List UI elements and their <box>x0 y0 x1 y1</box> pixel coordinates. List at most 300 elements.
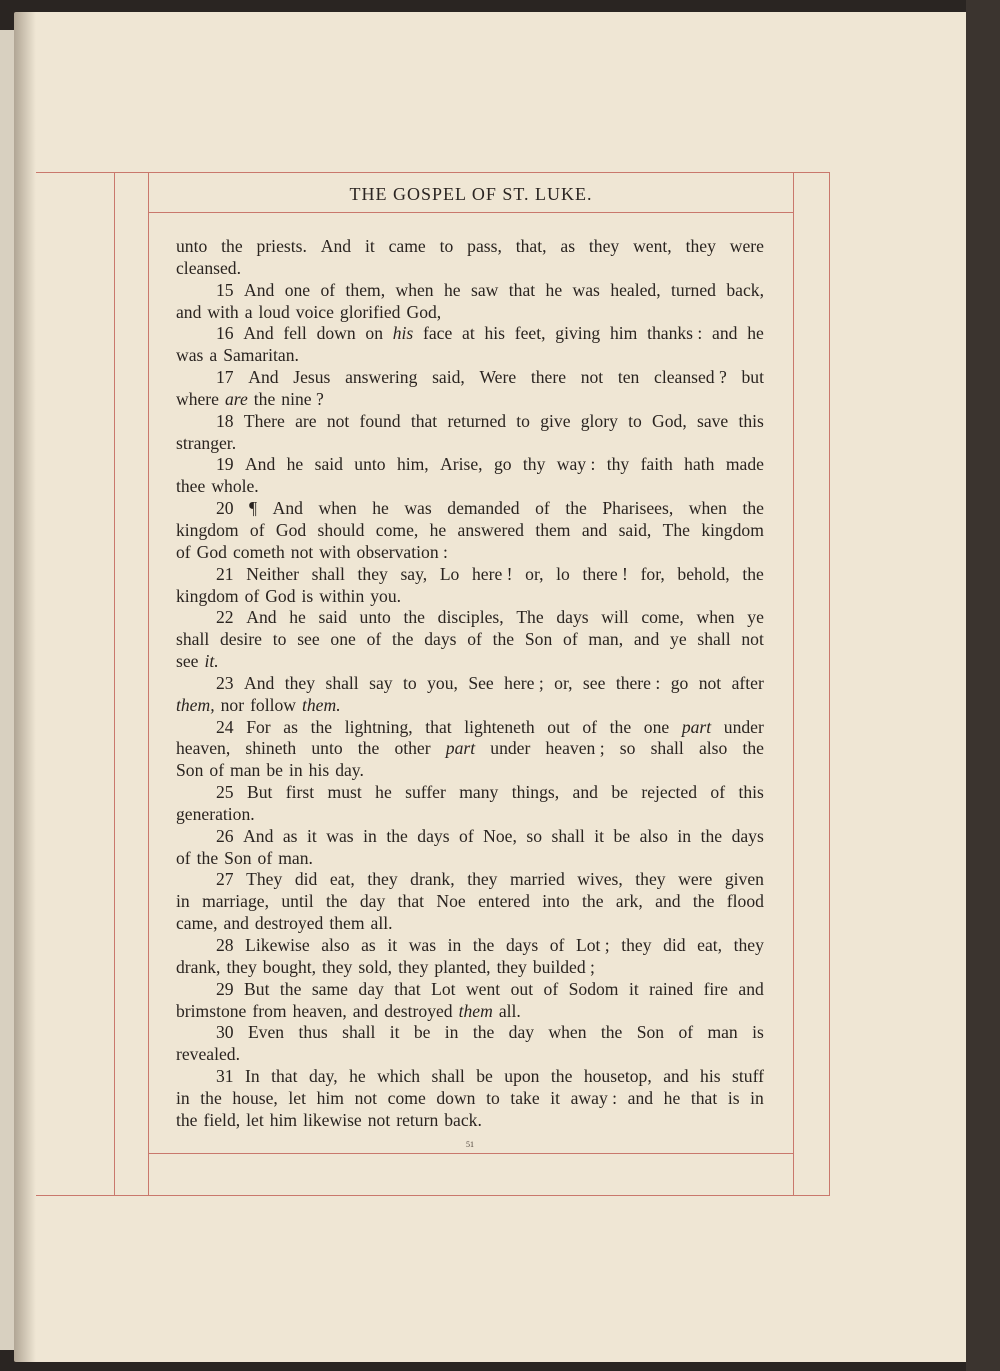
word: all. <box>370 913 393 934</box>
header-rule <box>148 212 794 213</box>
word: Son <box>636 1022 665 1043</box>
word: of <box>257 847 273 868</box>
word: thus <box>298 1022 328 1043</box>
word: shall <box>650 738 684 759</box>
word: should <box>317 519 365 540</box>
word: the <box>357 738 380 759</box>
word: man. <box>278 847 313 868</box>
word: they <box>588 236 620 256</box>
word: of <box>549 935 565 955</box>
word: of <box>249 519 265 540</box>
word: the <box>391 629 414 650</box>
word: 15 <box>216 279 234 300</box>
word: But <box>246 782 273 803</box>
word: not <box>290 541 314 562</box>
word: and <box>352 1000 379 1021</box>
word: not <box>698 672 722 693</box>
word: Likewise <box>245 935 310 955</box>
italic-word: are <box>224 388 248 409</box>
word: Noe, <box>483 825 517 846</box>
word: are <box>295 410 317 431</box>
word: they <box>367 869 398 890</box>
word: upon <box>504 1066 540 1087</box>
word: which <box>377 1066 421 1087</box>
word: healed, <box>610 279 661 300</box>
outer-rule-bottom <box>36 1195 830 1196</box>
word: and <box>176 301 202 322</box>
word: said <box>314 454 343 475</box>
word: Lo <box>439 563 460 584</box>
word: married <box>510 869 565 890</box>
word: saw <box>471 279 499 300</box>
word: 24 <box>216 716 234 737</box>
word: sold, <box>358 956 393 977</box>
word: And <box>243 323 274 344</box>
word: lighteneth <box>464 716 535 737</box>
word: or, <box>525 563 544 584</box>
word: he <box>429 519 447 540</box>
word: the <box>472 935 495 955</box>
text-line <box>176 738 764 760</box>
word: take <box>510 1087 540 1108</box>
word: cometh <box>232 541 285 562</box>
word: cleansed ? <box>654 367 727 388</box>
word: when <box>318 498 357 519</box>
word: 20 <box>216 498 234 519</box>
word: they <box>284 672 316 693</box>
word: were <box>729 236 764 256</box>
word: of <box>366 629 382 650</box>
word: 17 <box>216 367 234 388</box>
word: heaven ; <box>545 738 605 759</box>
text-line <box>176 433 764 455</box>
word: the <box>700 825 723 846</box>
word: answering <box>345 367 418 388</box>
text-line <box>176 673 764 695</box>
word: shall <box>311 563 345 584</box>
word: the <box>403 607 425 628</box>
word: they <box>496 956 527 977</box>
word: to <box>272 629 287 650</box>
word: the <box>200 1087 222 1108</box>
rule-right-inner <box>793 172 794 1196</box>
word: be <box>476 1066 493 1087</box>
word: Arise, <box>440 454 483 475</box>
word: he <box>663 1087 681 1108</box>
word: him, <box>396 454 429 475</box>
text-line <box>176 913 764 935</box>
word: a <box>244 301 253 322</box>
word: observation : <box>356 541 448 562</box>
word: to <box>439 236 454 256</box>
word: down <box>316 323 356 344</box>
word: And <box>246 607 277 628</box>
word: say, <box>400 563 428 584</box>
word: is <box>727 1087 740 1108</box>
text-line <box>176 236 764 258</box>
word: is <box>752 1022 764 1043</box>
word: 22 <box>216 607 234 628</box>
word: one <box>284 279 311 300</box>
word: field, <box>203 1109 241 1130</box>
word: the <box>692 891 715 912</box>
word: drank, <box>410 869 455 890</box>
word: Even <box>247 1022 285 1043</box>
word: the <box>742 498 764 519</box>
word: disciples, <box>437 607 504 628</box>
word: it <box>307 825 317 846</box>
word: shineth <box>245 738 297 759</box>
word: and <box>655 891 681 912</box>
word: lo <box>556 563 570 584</box>
word: They <box>246 869 283 890</box>
word: ark, <box>615 891 643 912</box>
word: him <box>316 1087 344 1108</box>
text-line <box>176 826 764 848</box>
text-line <box>176 411 764 433</box>
word: heaven, <box>176 738 231 759</box>
word: so <box>526 825 543 846</box>
word: that <box>410 410 438 431</box>
word: as <box>361 935 376 955</box>
word: nine ? <box>281 388 324 409</box>
word: as <box>560 236 576 256</box>
word: kingdom <box>176 585 239 606</box>
word: stuff <box>732 1066 764 1087</box>
text-line <box>176 760 764 782</box>
word: him <box>609 323 638 344</box>
word: in <box>444 1022 459 1043</box>
word: see <box>582 672 606 693</box>
word: but <box>741 367 764 388</box>
word: that <box>394 978 421 999</box>
word: away : <box>570 1087 618 1108</box>
word: 29 <box>216 978 234 999</box>
word: let <box>246 1109 264 1130</box>
word: 18 <box>216 410 234 431</box>
word: is <box>301 585 314 606</box>
word: God <box>196 541 227 562</box>
word: shall <box>697 629 731 650</box>
word: of <box>467 629 482 650</box>
word: and <box>712 323 738 344</box>
word: marriage, <box>202 891 269 912</box>
rule-left-outer <box>114 172 115 1196</box>
word: also <box>639 825 668 846</box>
word: the <box>326 891 348 912</box>
word: desire <box>219 629 262 650</box>
text-line <box>176 607 764 629</box>
word: he <box>545 279 563 300</box>
word: And <box>320 236 352 256</box>
word: kingdom <box>176 519 239 540</box>
word: come <box>387 1087 426 1108</box>
text-line <box>176 957 764 979</box>
word: were <box>678 869 713 890</box>
word: under <box>490 738 531 759</box>
word: he <box>372 498 389 519</box>
word: whole. <box>211 476 259 497</box>
word: the <box>279 978 302 999</box>
word: on <box>365 323 383 344</box>
word: the <box>609 716 632 737</box>
word: his <box>484 323 506 344</box>
word: ten <box>617 367 640 388</box>
word: days <box>424 629 457 650</box>
word: The <box>662 519 690 540</box>
word: the <box>550 1066 573 1087</box>
word: he <box>747 323 764 344</box>
word: go <box>670 672 689 693</box>
word: the <box>492 629 515 650</box>
word: of <box>244 585 260 606</box>
word: hath <box>684 454 715 475</box>
word: so <box>619 738 636 759</box>
word: it <box>389 1022 400 1043</box>
word: glory <box>580 410 618 431</box>
word: in <box>363 825 377 846</box>
word: the <box>176 1109 198 1130</box>
footer-rule <box>148 1153 794 1154</box>
word: Samaritan. <box>223 345 299 366</box>
word: it <box>364 236 375 256</box>
word: there <box>530 367 567 388</box>
word: 28 <box>216 935 234 955</box>
word: And <box>243 279 275 300</box>
word: said, <box>618 519 652 540</box>
word: day, <box>308 1066 338 1087</box>
word: day <box>359 891 386 912</box>
word: giving <box>555 323 601 344</box>
outer-rule-top <box>36 172 830 173</box>
word: shall <box>342 1022 376 1043</box>
book-cover-board <box>966 0 1000 1371</box>
word: The <box>516 607 544 628</box>
word: did <box>294 869 318 890</box>
page-number: 51 <box>466 1140 474 1149</box>
word: Noe <box>436 891 466 912</box>
word: 27 <box>216 869 234 890</box>
word: unto <box>359 607 391 628</box>
word: shall <box>551 825 585 846</box>
word: And <box>244 454 276 475</box>
word: it <box>550 1087 561 1108</box>
word: entered <box>478 891 530 912</box>
spine-shadow <box>14 12 36 1362</box>
word: Lot <box>431 978 456 999</box>
word: and <box>633 629 660 650</box>
word: made <box>725 454 764 475</box>
text-line <box>176 629 764 651</box>
text-line <box>176 258 764 280</box>
word: first <box>285 782 315 803</box>
word: day <box>508 1022 535 1043</box>
word: out <box>547 716 570 737</box>
word: in <box>176 1087 190 1108</box>
word: they <box>398 956 429 977</box>
word: his <box>700 1066 721 1087</box>
word: the <box>221 236 243 256</box>
text-line <box>176 542 764 564</box>
word: be <box>611 782 628 803</box>
word: and <box>663 1066 689 1087</box>
text-line <box>176 476 764 498</box>
word: say <box>369 672 393 693</box>
italic-word: it. <box>204 651 219 672</box>
text-line <box>176 891 764 913</box>
word: after <box>731 672 764 693</box>
word: house, <box>232 1087 278 1108</box>
word: Son <box>524 629 553 650</box>
word: in <box>176 891 190 912</box>
word: return <box>396 1109 439 1130</box>
word: planted, <box>434 956 491 977</box>
word: his <box>308 760 330 781</box>
word: Son <box>176 760 204 781</box>
word: also <box>698 738 728 759</box>
word: to <box>628 410 642 431</box>
word: they <box>357 563 388 584</box>
word: will <box>601 607 629 628</box>
word: them <box>329 913 365 934</box>
word: the <box>600 1022 623 1043</box>
word: glorified <box>339 301 401 322</box>
word: stranger. <box>176 432 237 453</box>
word: and <box>738 978 764 999</box>
word: demanded <box>447 498 520 519</box>
word: not <box>580 367 604 388</box>
word: this <box>738 782 764 803</box>
word: wives, <box>577 869 623 890</box>
italic-word: them, <box>176 694 215 715</box>
text-line <box>176 564 764 586</box>
word: of <box>678 1022 694 1043</box>
word: the <box>742 738 764 759</box>
word: they <box>621 935 652 955</box>
word: and <box>223 913 249 934</box>
word: loud <box>258 301 290 322</box>
word: that <box>508 279 536 300</box>
word: builded ; <box>532 956 595 977</box>
word: fire <box>703 978 728 999</box>
text-line <box>176 1088 764 1110</box>
word: went <box>465 978 501 999</box>
word: unto <box>311 738 343 759</box>
word: come, <box>641 607 684 628</box>
word: back. <box>444 1109 482 1130</box>
word: they <box>322 956 353 977</box>
text-line <box>176 367 764 389</box>
word: days <box>556 607 589 628</box>
word: in <box>677 825 692 846</box>
word: be <box>413 1022 431 1043</box>
text-line <box>176 302 764 324</box>
text-line <box>176 280 764 302</box>
word: with <box>207 301 239 322</box>
word: the <box>310 716 333 737</box>
word: returned <box>447 410 507 431</box>
word: generation. <box>176 803 255 824</box>
word: of <box>176 541 191 562</box>
word: he <box>286 454 304 475</box>
word: to <box>403 672 417 693</box>
word: see <box>297 629 320 650</box>
word: of <box>710 782 726 803</box>
text-line <box>176 323 764 345</box>
word: and <box>581 519 608 540</box>
word: But <box>244 978 270 999</box>
italic-word: part <box>445 738 476 759</box>
word: destroyed <box>254 913 324 934</box>
word: Were <box>479 367 517 388</box>
word: Son <box>224 847 252 868</box>
word: also <box>321 935 350 955</box>
word: of <box>459 825 474 846</box>
word: them, <box>345 279 386 300</box>
word: In <box>245 1066 260 1087</box>
word: in <box>447 935 462 955</box>
text-line <box>176 651 764 673</box>
verse-text <box>176 236 764 1132</box>
italic-word: them <box>458 1000 493 1021</box>
word: follow <box>250 694 296 715</box>
word: of <box>563 629 578 650</box>
text-line <box>176 345 764 367</box>
word: revealed. <box>176 1044 240 1065</box>
word: one <box>643 716 670 737</box>
word: not <box>367 1109 391 1130</box>
italic-word: them. <box>302 694 341 715</box>
rule-right-outer <box>829 172 830 1196</box>
word: kingdom <box>701 519 764 540</box>
text-line <box>176 979 764 1001</box>
text-line <box>176 1001 764 1023</box>
word: one <box>330 629 356 650</box>
word: God, <box>406 301 442 322</box>
word: was <box>404 498 432 519</box>
word: Sodom <box>568 978 619 999</box>
word: ¶ <box>249 498 258 519</box>
word: For <box>246 716 271 737</box>
word: that <box>397 891 425 912</box>
word: him <box>269 1109 298 1130</box>
word: or, <box>554 672 573 693</box>
word: found <box>359 410 401 431</box>
word: to <box>516 410 530 431</box>
word: priests. <box>256 236 307 256</box>
word: Jesus <box>293 367 331 388</box>
word: that <box>271 1066 298 1087</box>
word: answered <box>457 519 524 540</box>
word: days <box>417 825 450 846</box>
text-line <box>176 1066 764 1088</box>
word: you, <box>427 672 458 693</box>
word: the <box>742 563 764 584</box>
word: There <box>243 410 285 431</box>
word: Neither <box>246 563 299 584</box>
word: came <box>388 236 426 256</box>
word: this <box>738 410 764 431</box>
word: for, <box>640 563 665 584</box>
text-line <box>176 782 764 804</box>
word: there : <box>615 672 661 693</box>
word: that <box>425 716 452 737</box>
word: rained <box>649 978 694 999</box>
word: unto <box>354 454 386 475</box>
word: not <box>354 1087 378 1108</box>
word: they <box>635 869 666 890</box>
word: he <box>375 782 392 803</box>
